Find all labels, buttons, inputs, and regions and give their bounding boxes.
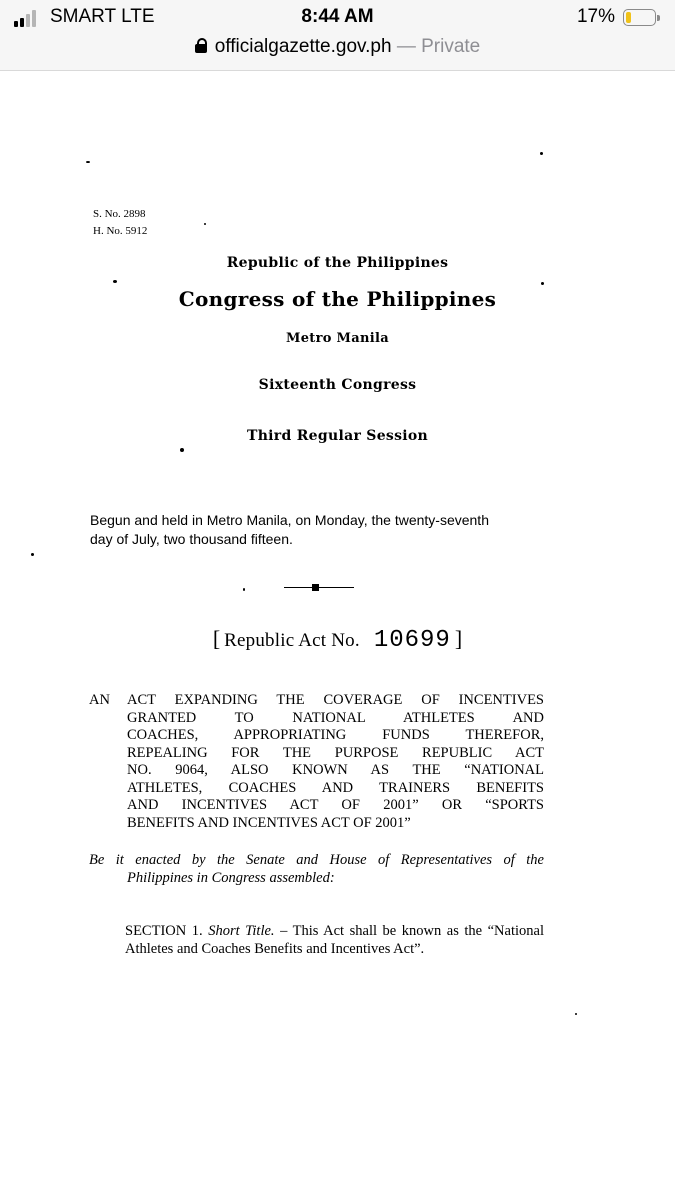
battery-icon	[623, 9, 661, 27]
republic-act-label: Republic Act No.	[224, 630, 360, 651]
act-line: ACT EXPANDING THE COVERAGE OF INCENTIVES	[127, 692, 544, 708]
url-host: officialgazette.gov.ph	[214, 36, 392, 57]
address-bar[interactable]	[0, 36, 675, 64]
section-1: SECTION 1. Short Title. – This Act shall be known as the “National Athletes and Coaches Benefits and Incentives Act”.	[125, 923, 544, 957]
act-line: AND INCENTIVES ACT OF 2001” OR “SPORTS	[127, 797, 544, 813]
act-line: NO. 9064, ALSO KNOWN AS THE “NATIONAL	[127, 762, 544, 778]
senate-bill-number: S. No. 2898	[93, 208, 146, 220]
congress-number-heading: Sixteenth Congress	[258, 377, 417, 393]
enacting-line-1: Be it enacted by the Senate and House of Representatives of the	[89, 852, 544, 868]
republic-act-number: 10699	[373, 627, 451, 654]
house-bill-number: H. No. 5912	[93, 225, 148, 237]
status-bar	[0, 0, 675, 36]
section-divider	[284, 587, 354, 588]
section-label: SECTION 1.	[125, 923, 203, 939]
location-heading: Metro Manila	[286, 331, 389, 346]
section-title: Short Title.	[208, 923, 275, 939]
enacting-line-2: Philippines in Congress assembled:	[127, 870, 335, 886]
browser-top-bar	[0, 0, 675, 71]
republic-heading: Republic of the Philippines	[226, 255, 449, 271]
act-line: GRANTED TO NATIONAL ATHLETES AND	[127, 709, 544, 726]
act-title-block	[89, 692, 544, 832]
enacting-clause	[89, 851, 544, 887]
status-time: 8:44 AM	[301, 6, 374, 27]
battery-percent: 17%	[576, 6, 615, 27]
carrier-label: SMART LTE	[50, 6, 155, 27]
act-line: COACHES, APPROPRIATING FUNDS THEREFOR,	[127, 727, 544, 743]
private-label: — Private	[396, 36, 481, 57]
session-heading: Third Regular Session	[246, 428, 429, 444]
congress-heading: Congress of the Philippines	[178, 287, 497, 311]
begun-line-1: Begun and held in Metro Manila, on Monday, the twenty-seventh	[90, 512, 489, 528]
lock-icon	[195, 38, 207, 53]
act-line: ATHLETES, COACHES AND TRAINERS BENEFITS	[127, 779, 544, 796]
document-page	[0, 71, 675, 1200]
section-text: This Act shall be known as the “National Athletes and Coaches Benefits and Incentives Act”.	[125, 923, 544, 957]
republic-act-title: [ Republic Act No. 10699 ]	[212, 626, 463, 654]
act-line: BENEFITS AND INCENTIVES ACT OF 2001”	[127, 814, 411, 831]
begun-line-2: day of July, two thousand fifteen.	[90, 531, 293, 547]
act-an: AN	[89, 692, 110, 708]
divider-dot	[312, 584, 319, 591]
act-line: REPEALING FOR THE PURPOSE REPUBLIC ACT	[127, 744, 544, 761]
